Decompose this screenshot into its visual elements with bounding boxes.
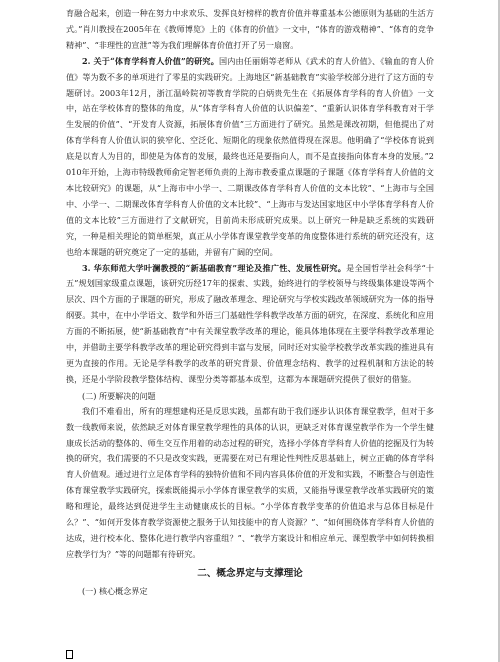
document-body: [66, 6, 434, 599]
text-cursor-icon: [66, 650, 73, 659]
paragraph-2-text: 国内由任丽娟等老师从《武术的育人价值》、《输血的育人价值》等为数不多的单项进行了零星的实践研究。上海地区“新基础教育”实验学校部分进行了这方面的专题研讨。2003年12月，浙江温岭院初等教育学院的白炳贵先生在《拓展体育学科的育人价值》一文中，站在学校体育的整体的角度，从“体育学科育人价值的认识偏差”、“重新认识体育学科教育对于学生发展的价值”、“开发育人资源，拓展体育价值”三方面进行了研究。虽然是课改初期，但他提出了对体育学科育人价值认识的狭窄化、空泛化、短期化的现象依然值得现在深思。他明确了“学校体育说到底是以育人为目的，即使是为体育的发展，最终也还是要指向人，而不是直接指向体育本身的发展。”2010年开始，上海市特级教师俞定智老师负责的上海市教委重点课题的子课题《体育学科育人价值的文本比较研究》的课题，从“上海市中小学一、二期课改体育学科育人价值的文本比较”、“上海市与全国中、小学一、二期课改体育学科育人价值的文本比较”、“上海市与发达国家地区中小学体育学科育人价值的文本比较”三方面进行了文献研究，目前尚未形成研究成果。以上研究一种是缺乏系统的实践研究，一种是相关理论的简单框架，真正从小学体育课堂教学变革的角度整体进行系统的研究还没有，这也给本课题的研究奠定了一定的基础，并留有广阔的空间。: [66, 55, 434, 257]
paragraph-4: 我们不难看出，所有的理想建构还是反思实践，虽都有助于我们逐步认识体育课堂教学，但对于多数一线教师来说，依然缺乏对体育课堂教学理性的具体的认识，更缺乏对体育课堂教学作为一个学生健康成长活动的整体的、师生交互作用着的动态过程的研究，选择小学体育学科育人价值的挖掘及行为转换的研究，我们需要的不只是改变实践，更需要在对已有理论性判性反思基础上，树立正确的体育学科育人价值观。通过进行立足体育学科的独特价值和不同内容具体价值的开发和实践，不断整合与创造性体育课堂教学实践研究，探索既能揭示小学体育课堂教学的实质，又能指导课堂教学改革实践研究的策略和理论，最终达到促进学生主动健康成长的目标。“小学体育教学变革的价值追求与总体目标是什么？”、“如何开发体育教学资源使之服务于认知技能中的育人资源？”、“如何围绕体育学科育人价值的达成，进行校本化、整体化进行教学内容重组？”、“教学方案设计和相应单元、课型教学中如何转换相应教学行为？”等的问题都有待研究。: [66, 405, 434, 559]
paragraph-1: 育融合起来，创造一种在努力中求欢乐、发挥良好榜样的教育价值并尊重基本公德原则为基础的生活方式。”肖川教授在2005年在《教师博览》上的《体育的价值》一文中，“体育的游戏精神”、“体育的竞争精神”、“非理性的宣泄”等为我们理解体育价值打开了另一扇窗。: [66, 8, 434, 50]
paragraph-3: [66, 261, 434, 388]
paragraph-2-lead: 2. 关于“体育学科育人价值”的研究。: [82, 55, 219, 66]
section-two-title: 二、概念界定与支撑理论: [197, 567, 303, 579]
paragraph-3-text: 是全国哲学社会科学“十五”规划国家级重点课题，该研究历经17年的探索、实践，始终进行的学校领导与终级集体建设等两个层次、四个方面的子课题的研究，形成了融改革理念、理论研究与学校实践改革领域研究为一体的指导纲要。其中，在中小学语文、数学和外语三门基础性学科教学改革方面的研究，在深度、系统化和应用方面的不断拓展，使“新基础教育”中有关课堂教学改革的理论，能具体地体现在主要学科教学改革理论中，并借助主要学科教学改革的理论研究得到丰富与发展，同时还对实验学校教学改革实践的推进具有更为直接的作用。无论是学科教学的改革的研究背景、价值理念结构、教学的过程机制和方法论的转换，还是小学阶段教学整体结构、课型分类等都基本成型，这都为本课题研究提供了很好的借鉴。: [66, 262, 434, 384]
subsection-problems-title: (二) 所要解决的问题: [82, 390, 156, 401]
subsection-core-title: (一) 核心概念界定: [82, 585, 148, 596]
paragraph-2: [66, 54, 434, 261]
paragraph-3-lead: 3. 华东师范大学叶澜教授的“新基础教育”理论及推广性、发展性研究。: [82, 262, 347, 273]
